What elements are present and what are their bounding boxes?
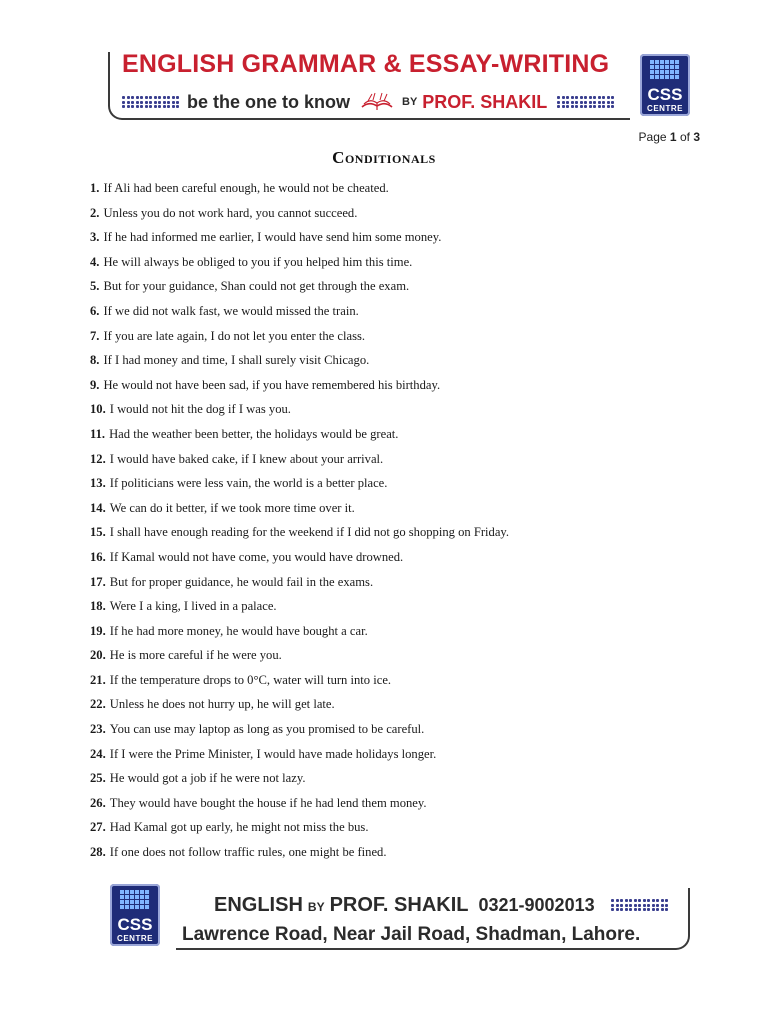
- dot: [575, 105, 578, 108]
- dot: [140, 895, 144, 899]
- dot: [665, 904, 668, 907]
- tagline-row: [122, 90, 614, 114]
- dot: [580, 96, 583, 99]
- dot: [611, 101, 614, 104]
- dot: [167, 101, 170, 104]
- sentence-text: If Kamal would not have come, you would have drowned.: [109, 549, 404, 564]
- sentence-text: I would not hit the dog if I was you.: [109, 402, 291, 417]
- dot: [163, 96, 166, 99]
- dot: [589, 96, 592, 99]
- dot: [167, 105, 170, 108]
- dot: [616, 899, 619, 902]
- sentence-item: [90, 621, 710, 646]
- dot: [131, 105, 134, 108]
- dot: [140, 101, 143, 104]
- css-centre-logo: [640, 54, 690, 116]
- dot: [125, 890, 129, 894]
- book-icon: [360, 91, 394, 113]
- dot: [145, 101, 148, 104]
- sentence-number: 2.: [90, 205, 100, 220]
- dot: [149, 101, 152, 104]
- sentence-text: If he had more money, he would have bought a car.: [109, 623, 368, 638]
- dot: [665, 899, 668, 902]
- dot: [675, 60, 679, 64]
- dot: [652, 908, 655, 911]
- sentence-number: 9.: [90, 377, 100, 392]
- sentence-text: Had the weather been better, the holidays would be great.: [109, 426, 399, 441]
- dot: [620, 904, 623, 907]
- dot: [598, 96, 601, 99]
- dot: [643, 908, 646, 911]
- sentence-number: 19.: [90, 623, 106, 638]
- sentence-text: He is more careful if he were you.: [109, 648, 282, 663]
- sentence-item: [90, 375, 710, 400]
- sentence-number: 25.: [90, 771, 106, 786]
- footer-address: Lawrence Road, Near Jail Road, Shadman, Lahore.: [182, 924, 641, 945]
- dot: [125, 905, 129, 909]
- dot-grid-icon: [611, 899, 668, 911]
- sentence-number: 7.: [90, 328, 100, 343]
- sentence-text: Were I a king, I lived in a palace.: [109, 599, 277, 614]
- dot: [120, 890, 124, 894]
- dot: [665, 65, 669, 69]
- dot: [661, 908, 664, 911]
- dot: [580, 101, 583, 104]
- sentence-number: 18.: [90, 599, 106, 614]
- footer-by: BY: [307, 900, 325, 914]
- dot: [625, 908, 628, 911]
- dot: [616, 908, 619, 911]
- dot: [145, 900, 149, 904]
- dot: [665, 60, 669, 64]
- dot: [575, 96, 578, 99]
- dot: [135, 895, 139, 899]
- dot: [652, 904, 655, 907]
- dot: [145, 895, 149, 899]
- dot: [611, 904, 614, 907]
- sentence-text: If we did not walk fast, we would missed the train.: [103, 303, 359, 318]
- dot: [650, 60, 654, 64]
- dot: [127, 105, 130, 108]
- dot: [566, 96, 569, 99]
- dot: [140, 905, 144, 909]
- sentence-number: 28.: [90, 845, 106, 860]
- sentence-text: We can do it better, if we took more time over it.: [109, 500, 355, 515]
- dot: [611, 105, 614, 108]
- dot: [131, 101, 134, 104]
- sentence-item: [90, 670, 710, 695]
- dot: [638, 899, 641, 902]
- dot: [127, 96, 130, 99]
- header-banner: [108, 50, 698, 122]
- dot: [607, 105, 610, 108]
- dot: [670, 60, 674, 64]
- dot: [122, 96, 125, 99]
- dot: [158, 101, 161, 104]
- author-name: PROF. SHAKIL: [422, 91, 548, 112]
- dot: [650, 70, 654, 74]
- dot: [665, 70, 669, 74]
- dot: [602, 101, 605, 104]
- sentence-text: If you are late again, I do not let you enter the class.: [103, 328, 366, 343]
- sentence-number: 12.: [90, 451, 106, 466]
- sentence-item: [90, 424, 710, 449]
- dot: [670, 75, 674, 79]
- dot: [163, 105, 166, 108]
- footer-contact-line: [214, 894, 595, 917]
- sentence-item: [90, 572, 710, 597]
- dot: [656, 904, 659, 907]
- dot: [638, 904, 641, 907]
- sentence-number: 13.: [90, 476, 106, 491]
- sentence-number: 27.: [90, 820, 106, 835]
- dot: [158, 105, 161, 108]
- page-of: of: [679, 130, 690, 144]
- header-title: ENGLISH GRAMMAR & ESSAY-WRITING: [122, 50, 610, 78]
- sentence-text: If he had informed me earlier, I would have send him some money.: [103, 230, 442, 245]
- dot: [149, 105, 152, 108]
- sentence-text: If the temperature drops to 0°C, water will turn into ice.: [109, 672, 392, 687]
- sentence-number: 14.: [90, 500, 106, 515]
- sentence-text: If politicians were less vain, the world is a better place.: [109, 476, 388, 491]
- sentence-number: 5.: [90, 279, 100, 294]
- dot: [120, 905, 124, 909]
- dot: [655, 65, 659, 69]
- dot: [122, 101, 125, 104]
- document-title: Conditionals: [332, 148, 436, 167]
- dot: [652, 899, 655, 902]
- sentence-list: [90, 178, 710, 867]
- dot: [135, 890, 139, 894]
- dot: [566, 101, 569, 104]
- dot: [584, 105, 587, 108]
- dot: [125, 895, 129, 899]
- dot: [629, 904, 632, 907]
- sentence-item: [90, 793, 710, 818]
- dot: [140, 890, 144, 894]
- dot: [571, 96, 574, 99]
- sentence-item: [90, 842, 710, 867]
- sentence-item: [90, 178, 710, 203]
- dot: [140, 96, 143, 99]
- sentence-item: [90, 498, 710, 523]
- dot: [655, 60, 659, 64]
- dot: [575, 101, 578, 104]
- dot: [607, 101, 610, 104]
- sentence-text: Had Kamal got up early, he might not miss the bus.: [109, 820, 369, 835]
- sentence-number: 26.: [90, 795, 106, 810]
- dot: [584, 96, 587, 99]
- by-label: BY: [402, 96, 418, 108]
- dot: [607, 96, 610, 99]
- dot: [675, 65, 679, 69]
- dot: [154, 105, 157, 108]
- dot: [145, 96, 148, 99]
- sentence-item: [90, 522, 710, 547]
- css-centre-logo: [110, 884, 160, 946]
- dot: [675, 70, 679, 74]
- footer-english: ENGLISH: [214, 894, 303, 916]
- page-indicator: [639, 130, 700, 144]
- dot: [629, 908, 632, 911]
- logo-grid-icon: [650, 60, 679, 79]
- dot-grid-icon: [122, 96, 179, 108]
- sentence-item: [90, 399, 710, 424]
- sentence-item: [90, 326, 710, 351]
- dot: [602, 105, 605, 108]
- dot: [643, 904, 646, 907]
- dot: [655, 75, 659, 79]
- dot: [130, 900, 134, 904]
- dot: [655, 70, 659, 74]
- sentence-number: 3.: [90, 230, 100, 245]
- dot: [149, 96, 152, 99]
- dot: [145, 890, 149, 894]
- sentence-text: They would have bought the house if he had lend them money.: [109, 795, 427, 810]
- page-total: 3: [693, 130, 700, 144]
- dot: [650, 75, 654, 79]
- dot: [634, 908, 637, 911]
- dot: [130, 905, 134, 909]
- sentence-text: But for proper guidance, he would fail in the exams.: [109, 574, 374, 589]
- dot: [172, 96, 175, 99]
- sentence-number: 20.: [90, 648, 106, 663]
- sentence-text: Unless you do not work hard, you cannot succeed.: [103, 205, 358, 220]
- sentence-item: [90, 645, 710, 670]
- dot: [661, 899, 664, 902]
- dot: [616, 904, 619, 907]
- sentence-text: He will always be obliged to you if you helped him this time.: [103, 254, 413, 269]
- dot: [571, 105, 574, 108]
- dot: [665, 908, 668, 911]
- dot-grid-icon: [557, 96, 614, 108]
- dot: [589, 105, 592, 108]
- dot: [647, 908, 650, 911]
- dot: [131, 96, 134, 99]
- sentence-item: [90, 301, 710, 326]
- dot: [140, 900, 144, 904]
- dot: [135, 900, 139, 904]
- dot: [154, 96, 157, 99]
- logo-text: CSS: [117, 915, 153, 934]
- dot: [562, 96, 565, 99]
- dot: [620, 908, 623, 911]
- dot: [127, 101, 130, 104]
- dot: [557, 105, 560, 108]
- sentence-item: [90, 350, 710, 375]
- sentence-item: [90, 547, 710, 572]
- tagline: be the one to know: [187, 91, 351, 112]
- dot: [584, 101, 587, 104]
- dot: [120, 895, 124, 899]
- sentence-item: [90, 768, 710, 793]
- sentence-item: [90, 203, 710, 228]
- dot: [557, 96, 560, 99]
- dot: [660, 60, 664, 64]
- dot: [670, 70, 674, 74]
- dot: [675, 75, 679, 79]
- sentence-number: 17.: [90, 574, 106, 589]
- dot: [562, 101, 565, 104]
- dot: [660, 65, 664, 69]
- sentence-number: 11.: [90, 426, 106, 441]
- sentence-number: 10.: [90, 402, 106, 417]
- dot: [557, 101, 560, 104]
- dot: [634, 904, 637, 907]
- dot: [167, 96, 170, 99]
- sentence-item: [90, 252, 710, 277]
- dot: [656, 899, 659, 902]
- dot: [130, 890, 134, 894]
- sentence-number: 23.: [90, 722, 106, 737]
- dot: [593, 96, 596, 99]
- dot: [625, 904, 628, 907]
- dot: [602, 96, 605, 99]
- dot: [647, 899, 650, 902]
- dot: [145, 105, 148, 108]
- dot: [176, 101, 179, 104]
- dot: [136, 105, 139, 108]
- dot: [638, 908, 641, 911]
- sentence-text: I shall have enough reading for the weekend if I did not go shopping on Friday.: [109, 525, 510, 540]
- dot: [634, 899, 637, 902]
- dot: [145, 905, 149, 909]
- sentence-text: He would not have been sad, if you have remembered his birthday.: [103, 377, 441, 392]
- sentence-number: 21.: [90, 672, 106, 687]
- dot: [660, 75, 664, 79]
- logo-subtext: CENTRE: [647, 104, 683, 113]
- dot: [566, 105, 569, 108]
- footer-banner: [106, 882, 698, 954]
- dot: [120, 900, 124, 904]
- sentence-number: 24.: [90, 746, 106, 761]
- dot: [629, 899, 632, 902]
- logo-text: CSS: [647, 85, 683, 104]
- dot: [163, 101, 166, 104]
- dot: [589, 101, 592, 104]
- dot: [154, 101, 157, 104]
- sentence-number: 22.: [90, 697, 106, 712]
- dot: [665, 75, 669, 79]
- dot: [140, 105, 143, 108]
- sentence-number: 15.: [90, 525, 106, 540]
- dot: [125, 900, 129, 904]
- sentence-number: 4.: [90, 254, 100, 269]
- sentence-number: 1.: [90, 181, 100, 195]
- sentence-text: If Ali had been careful enough, he would not be cheated.: [103, 181, 389, 195]
- dot: [647, 904, 650, 907]
- dot: [130, 895, 134, 899]
- sentence-item: [90, 449, 710, 474]
- sentence-text: If I had money and time, I shall surely visit Chicago.: [103, 353, 370, 368]
- dot: [562, 105, 565, 108]
- sentence-item: [90, 596, 710, 621]
- dot: [593, 101, 596, 104]
- sentence-item: [90, 276, 710, 301]
- sentence-item: [90, 719, 710, 744]
- sentence-item: [90, 694, 710, 719]
- sentence-number: 16.: [90, 549, 106, 564]
- dot: [611, 96, 614, 99]
- dot: [136, 96, 139, 99]
- sentence-item: [90, 817, 710, 842]
- sentence-text: Unless he does not hurry up, he will get late.: [109, 697, 335, 712]
- dot: [611, 908, 614, 911]
- sentence-item: [90, 473, 710, 498]
- dot: [172, 101, 175, 104]
- sentence-text: If I were the Prime Minister, I would have made holidays longer.: [109, 746, 437, 761]
- dot: [571, 101, 574, 104]
- dot: [656, 908, 659, 911]
- dot: [176, 105, 179, 108]
- sentence-text: You can use may laptop as long as you promised to be careful.: [109, 722, 425, 737]
- dot: [580, 105, 583, 108]
- sentence-text: He would got a job if he were not lazy.: [109, 771, 306, 786]
- sentence-text: If one does not follow traffic rules, one might be fined.: [109, 845, 387, 860]
- dot: [620, 899, 623, 902]
- dot: [598, 101, 601, 104]
- dot: [598, 105, 601, 108]
- dot: [611, 899, 614, 902]
- page-prefix: Page: [638, 130, 667, 144]
- dot: [176, 96, 179, 99]
- page-current: 1: [669, 130, 677, 144]
- logo-subtext: CENTRE: [117, 934, 153, 943]
- dot: [593, 105, 596, 108]
- footer-phone: 0321-9002013: [478, 895, 595, 915]
- dot: [158, 96, 161, 99]
- dot: [122, 105, 125, 108]
- dot: [135, 905, 139, 909]
- dot: [172, 105, 175, 108]
- sentence-text: But for your guidance, Shan could not get through the exam.: [103, 279, 410, 294]
- sentence-number: 6.: [90, 303, 100, 318]
- logo-grid-icon: [120, 890, 149, 909]
- dot: [661, 904, 664, 907]
- sentence-item: [90, 227, 710, 252]
- dot: [625, 899, 628, 902]
- dot: [643, 899, 646, 902]
- dot: [670, 65, 674, 69]
- sentence-item: [90, 744, 710, 769]
- dot: [660, 70, 664, 74]
- footer-author: PROF. SHAKIL: [329, 894, 469, 916]
- sentence-text: I would have baked cake, if I knew about your arrival.: [109, 451, 384, 466]
- dot: [136, 101, 139, 104]
- sentence-number: 8.: [90, 353, 100, 368]
- dot: [650, 65, 654, 69]
